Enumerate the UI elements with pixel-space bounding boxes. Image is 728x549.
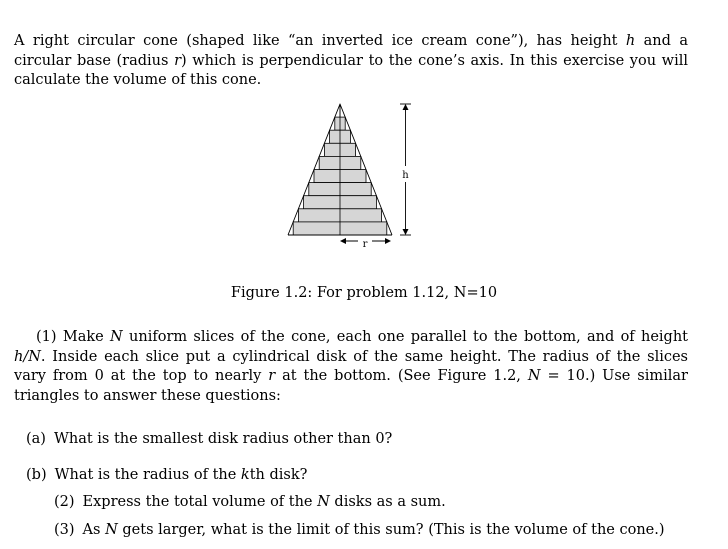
question-b-text-2: th disk?: [249, 467, 308, 483]
question-2-text-1: Express the total volume of the: [82, 494, 318, 510]
question-3-var-n: N: [105, 522, 118, 538]
intro-paragraph: [14, 32, 688, 91]
intro-var-r: r: [174, 52, 181, 69]
part1-text-4: at the bottom. (See Figure 1.2,: [275, 368, 528, 385]
figure-caption: Figure 1.2: For problem 1.12, N=10: [230, 285, 498, 301]
question-2: [54, 493, 446, 512]
question-a: [26, 430, 392, 449]
question-a-text: What is the smallest disk radius other than 0?: [53, 431, 393, 447]
radius-label: r: [362, 239, 368, 250]
question-2-label: (2): [54, 494, 75, 510]
question-3-text-1: As: [82, 522, 106, 538]
intro-text-2: and a circular base (radius: [14, 33, 688, 69]
question-3-text-2: gets larger, what is the limit of this sum? (This is the volume of the cone.): [117, 522, 665, 538]
part1-text-1: Make: [56, 329, 111, 345]
question-b-text-1: What is the radius of the: [54, 467, 241, 483]
intro-var-h: h: [625, 33, 636, 49]
part1-text-2: uniform slices of the cone, each one parallel to the bottom, and of height: [122, 329, 688, 345]
part1-text-5: = 10.) Use similar triangles to answer these questions:: [14, 368, 688, 405]
question-a-label: (a): [26, 431, 46, 447]
question-b-var-k: k: [240, 467, 250, 483]
intro-text-3: ) which is perpendicular to the cone’s axis. In this exercise you will calculate the volume of this cone.: [14, 52, 688, 89]
question-b: [26, 466, 307, 485]
part1-paragraph: [14, 328, 688, 407]
cone-figure: [280, 100, 420, 252]
part1-text-3: . Inside each slice put a cylindrical disk of the same height. The radius of the slices vary from 0 at the top to nearly: [14, 348, 688, 385]
part1-var-n-2: N: [527, 368, 541, 385]
question-2-text-2: disks as a sum.: [329, 494, 446, 510]
question-3-label: (3): [54, 522, 75, 538]
question-2-var-n: N: [317, 494, 330, 510]
height-label: h: [402, 170, 409, 181]
part1-label: (1): [36, 329, 57, 345]
part1-var-r: r: [268, 368, 276, 385]
part1-var-h-over-n: h/N: [14, 348, 41, 365]
part1-var-n: N: [110, 329, 123, 345]
question-b-label: (b): [26, 467, 47, 483]
question-3: [54, 521, 665, 540]
intro-text-1: A right circular cone (shaped like “an inverted ice cream cone”), has height: [14, 33, 626, 49]
